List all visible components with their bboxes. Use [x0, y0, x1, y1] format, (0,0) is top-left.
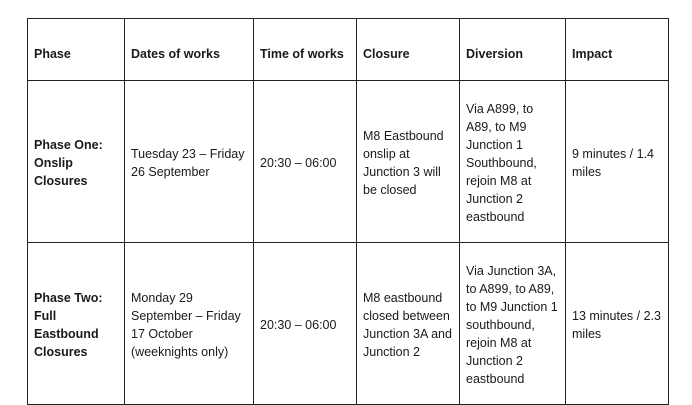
header-diversion: Diversion [460, 19, 566, 81]
header-dates: Dates of works [125, 19, 254, 81]
phase-cell: Phase One: Onslip Closures [28, 81, 125, 243]
header-closure: Closure [357, 19, 460, 81]
dates-cell: Monday 29 September – Friday 17 October (weeknights only) [125, 243, 254, 405]
impact-cell: 13 minutes / 2.3 miles [566, 243, 669, 405]
time-cell: 20:30 – 06:00 [254, 81, 357, 243]
header-time: Time of works [254, 19, 357, 81]
dates-cell: Tuesday 23 – Friday 26 September [125, 81, 254, 243]
time-cell: 20:30 – 06:00 [254, 243, 357, 405]
table-header [28, 19, 669, 81]
phase-cell: Phase Two: Full Eastbound Closures [28, 243, 125, 405]
closure-cell: M8 eastbound closed between Junction 3A and Junction 2 [357, 243, 460, 405]
closure-cell: M8 Eastbound onslip at Junction 3 will be closed [357, 81, 460, 243]
diversion-cell: Via A899, to A89, to M9 Junction 1 Southbound, rejoin M8 at Junction 2 eastbound [460, 81, 566, 243]
table-body [28, 81, 669, 405]
table-row [28, 243, 669, 405]
header-phase: Phase [28, 19, 125, 81]
header-row [28, 19, 669, 81]
roadworks-table [27, 18, 669, 405]
diversion-cell: Via Junction 3A, to A899, to A89, to M9 Junction 1 southbound, rejoin M8 at Junction 2 eastbound [460, 243, 566, 405]
impact-cell: 9 minutes / 1.4 miles [566, 81, 669, 243]
header-impact: Impact [566, 19, 669, 81]
table-row [28, 81, 669, 243]
